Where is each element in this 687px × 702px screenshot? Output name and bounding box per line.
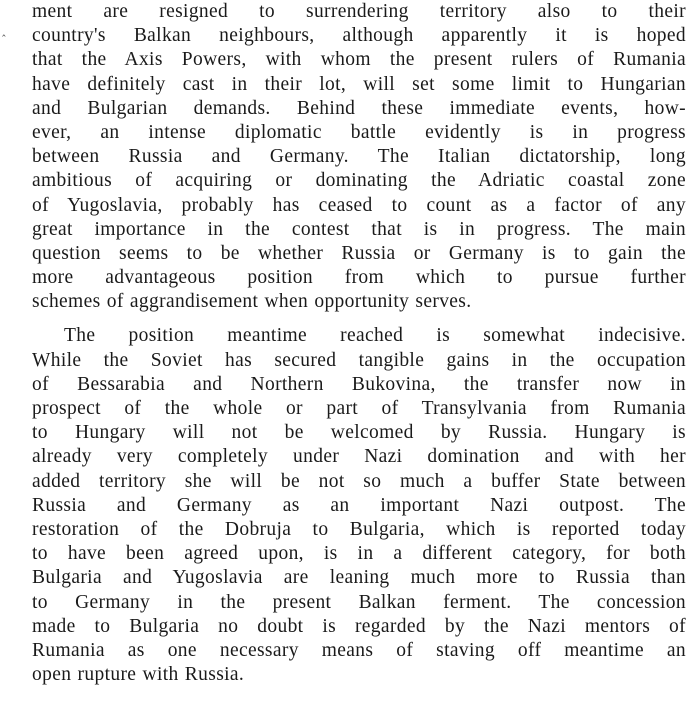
text-line: ever, an intense diplomatic battle evidently is in progress (32, 121, 686, 143)
text-line: of Bessarabia and Northern Bukovina, the transfer now in (32, 373, 686, 395)
text-line: ambitious of acquiring or dominating the Adriatic coastal zone (32, 170, 686, 192)
text-line: prospect of the whole or part of Transylvania from Rumania (32, 398, 686, 419)
text-line: restoration of the Dobruja to Bulgaria, which is reported today (32, 518, 686, 540)
text-line: more advantageous position from which to pursue further (32, 267, 686, 289)
text-line: added territory she will be not so much a buffer State between (32, 470, 686, 492)
paragraph-2 (32, 324, 686, 687)
text-line: The position meantime reached is somewhat indecisive. (64, 325, 686, 347)
text-line: of Yugoslavia, probably has ceased to count as a factor of any (32, 194, 686, 216)
text-line: Russia and Germany as an important Nazi outpost. The (32, 494, 686, 516)
text-line: have definitely cast in their lot, will set some limit to Hungarian (32, 73, 686, 95)
text-line: While the Soviet has secured tangible gains in the occupation (32, 349, 686, 371)
text-line: schemes of aggrandisement when opportunity serves. (32, 291, 472, 313)
text-line: that the Axis Powers, with whom the present rulers of Rumania (32, 49, 686, 71)
text-line: ment are resigned to surrendering territory also to their (32, 1, 686, 22)
article-text (32, 0, 686, 687)
paragraph-1 (32, 0, 686, 314)
margin-mark: ‸ (2, 24, 6, 37)
text-line: to Hungary will not be welcomed by Russia. Hungary is (32, 422, 686, 444)
text-line: and Bulgarian demands. Behind these immediate events, how- (32, 97, 686, 119)
text-line: great importance in the contest that is in progress. The main (32, 218, 686, 240)
text-line: made to Bulgaria no doubt is regarded by the Nazi mentors of (32, 615, 686, 637)
text-line: open rupture with Russia. (32, 664, 245, 686)
text-line: question seems to be whether Russia or Germany is to gain the (32, 242, 686, 264)
text-line: to Germany in the present Balkan ferment. The concession (32, 591, 686, 613)
text-line: Bulgaria and Yugoslavia are leaning much more to Russia than (32, 567, 686, 589)
text-line: between Russia and Germany. The Italian dictatorship, long (32, 146, 686, 168)
paragraph-gap (32, 314, 686, 324)
text-line: country's Balkan neighbours, although apparently it is hoped (32, 25, 686, 47)
text-line: already very completely under Nazi domination and with her (32, 446, 686, 468)
text-line: to have been agreed upon, is in a different category, for both (32, 543, 686, 565)
text-line: Rumania as one necessary means of staving off meantime an (32, 639, 686, 661)
